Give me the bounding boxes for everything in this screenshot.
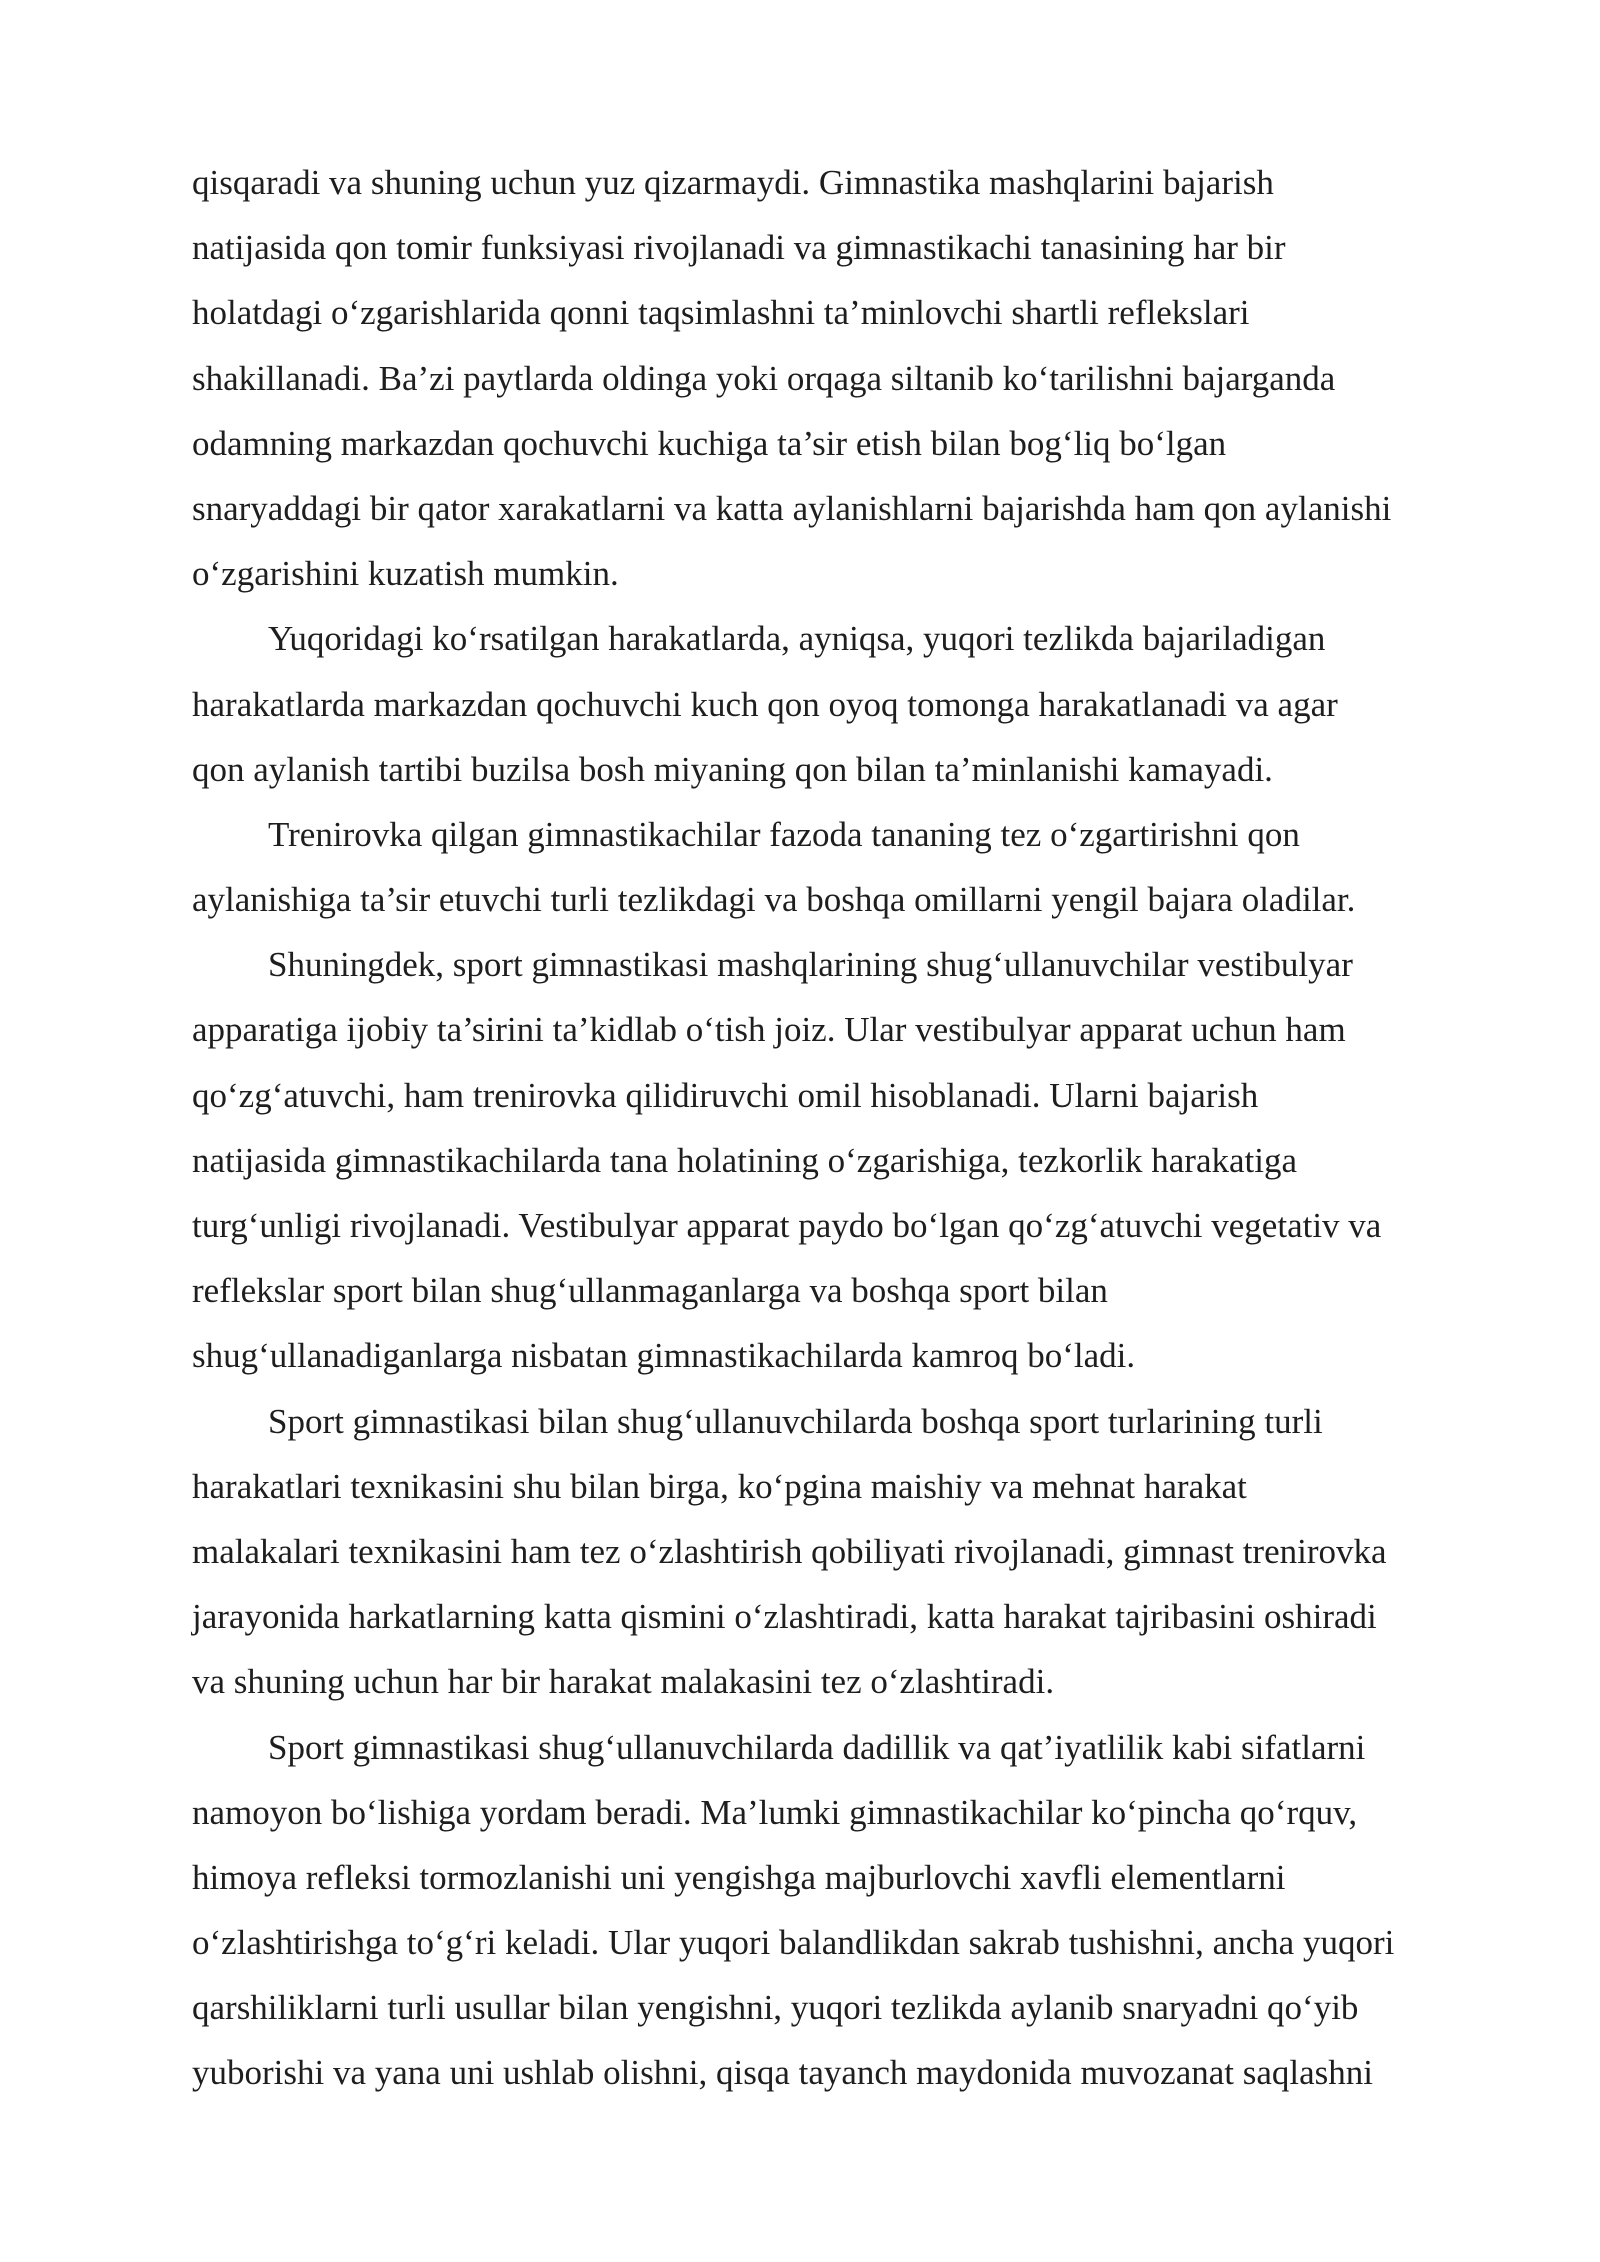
text-line: jarayonida harkatlarning katta qismini o‘zlashtiradi, katta harakat tajribasini oshiradi bbox=[192, 1597, 1377, 1637]
text-line: Yuqoridagi ko‘rsatilgan harakatlarda, ayniqsa, yuqori tezlikda bajariladigan bbox=[268, 619, 1326, 659]
text-line: reflekslar sport bilan shug‘ullanmaganlarga va boshqa sport bilan bbox=[192, 1271, 1108, 1311]
text-line: apparatiga ijobiy ta’sirini ta’kidlab o‘tish joiz. Ular vestibulyar apparat uchun ham bbox=[192, 1010, 1346, 1050]
text-line: shakillanadi. Ba’zi paytlarda oldinga yoki orqaga siltanib ko‘tarilishni bajarganda bbox=[192, 358, 1336, 398]
text-line: o‘zlashtirishga to‘g‘ri keladi. Ular yuqori balandlikdan sakrab tushishni, ancha yuqori bbox=[192, 1923, 1395, 1963]
text-line: aylanishiga ta’sir etuvchi turli tezlikdagi va boshqa omillarni yengil bajara oladilar. bbox=[192, 880, 1356, 920]
text-line: snaryaddagi bir qator xarakatlarni va katta aylanishlarni bajarishda ham qon aylanishi bbox=[192, 488, 1392, 528]
text-line: natijasida qon tomir funksiyasi rivojlanadi va gimnastikachi tanasining har bir bbox=[192, 228, 1286, 268]
text-line: Sport gimnastikasi shug‘ullanuvchilarda dadillik va qat’iyatlilik kabi sifatlarni bbox=[268, 1727, 1366, 1767]
text-line: Sport gimnastikasi bilan shug‘ullanuvchilarda boshqa sport turlarining turli bbox=[268, 1401, 1323, 1441]
text-line: qarshiliklarni turli usullar bilan yengishni, yuqori tezlikda aylanib snaryadni qo‘yib bbox=[192, 1988, 1359, 2028]
text-line: malakalari texnikasini ham tez o‘zlashtirish qobiliyati rivojlanadi, gimnast trenirovka bbox=[192, 1531, 1387, 1571]
text-line: qo‘zg‘atuvchi, ham trenirovka qilidiruvchi omil hisoblanadi. Ularni bajarish bbox=[192, 1075, 1259, 1115]
text-line: turg‘unligi rivojlanadi. Vestibulyar apparat paydo bo‘lgan qo‘zg‘atuvchi vegetativ va bbox=[192, 1206, 1382, 1245]
text-line: holatdagi o‘zgarishlarida qonni taqsimlashni ta’minlovchi shartli reflekslari bbox=[192, 293, 1250, 333]
text-line: shug‘ullanadiganlarga nisbatan gimnastikachilarda kamroq bo‘ladi. bbox=[192, 1336, 1136, 1376]
text-line: harakatlari texnikasini shu bilan birga, ko‘pgina maishiy va mehnat harakat bbox=[192, 1466, 1247, 1506]
text-line: himoya refleksi tormozlanishi uni yengishga majburlovchi xavfli elementlarni bbox=[192, 1857, 1286, 1897]
text-line: yuborishi va yana uni ushlab olishni, qisqa tayanch maydonida muvozanat saqlashni bbox=[192, 2053, 1374, 2093]
paragraph-1 bbox=[192, 150, 1492, 606]
paragraph-3 bbox=[192, 802, 1492, 932]
text-line: o‘zgarishini kuzatish mumkin. bbox=[192, 554, 619, 594]
paragraph-2 bbox=[192, 606, 1492, 802]
text-line: harakatlarda markazdan qochuvchi kuch qon oyoq tomonga harakatlanadi va agar bbox=[192, 684, 1338, 724]
text-line: va shuning uchun har bir harakat malakasini tez o‘zlashtiradi. bbox=[192, 1662, 1055, 1702]
paragraph-5 bbox=[192, 1389, 1492, 1715]
text-line: natijasida gimnastikachilarda tana holatining o‘zgarishiga, tezkorlik harakatiga bbox=[192, 1140, 1298, 1180]
paragraph-6 bbox=[192, 1715, 1492, 2106]
text-line: qisqaradi va shuning uchun yuz qizarmaydi. Gimnastika mashqlarini bajarish bbox=[192, 163, 1274, 202]
text-line: Trenirovka qilgan gimnastikachilar fazoda tananing tez o‘zgartirishni qon bbox=[268, 814, 1300, 854]
paragraph-4 bbox=[192, 932, 1492, 1388]
text-line: odamning markazdan qochuvchi kuchiga ta’sir etish bilan bog‘liq bo‘lgan bbox=[192, 423, 1227, 463]
text-line: qon aylanish tartibi buzilsa bosh miyaning qon bilan ta’minlanishi kamayadi. bbox=[192, 749, 1273, 789]
document-body bbox=[192, 150, 1492, 2106]
text-line: namoyon bo‘lishiga yordam beradi. Ma’lumki gimnastikachilar ko‘pincha qo‘rquv, bbox=[192, 1792, 1358, 1832]
text-line: Shuningdek, sport gimnastikasi mashqlarining shug‘ullanuvchilar vestibulyar bbox=[268, 945, 1353, 985]
